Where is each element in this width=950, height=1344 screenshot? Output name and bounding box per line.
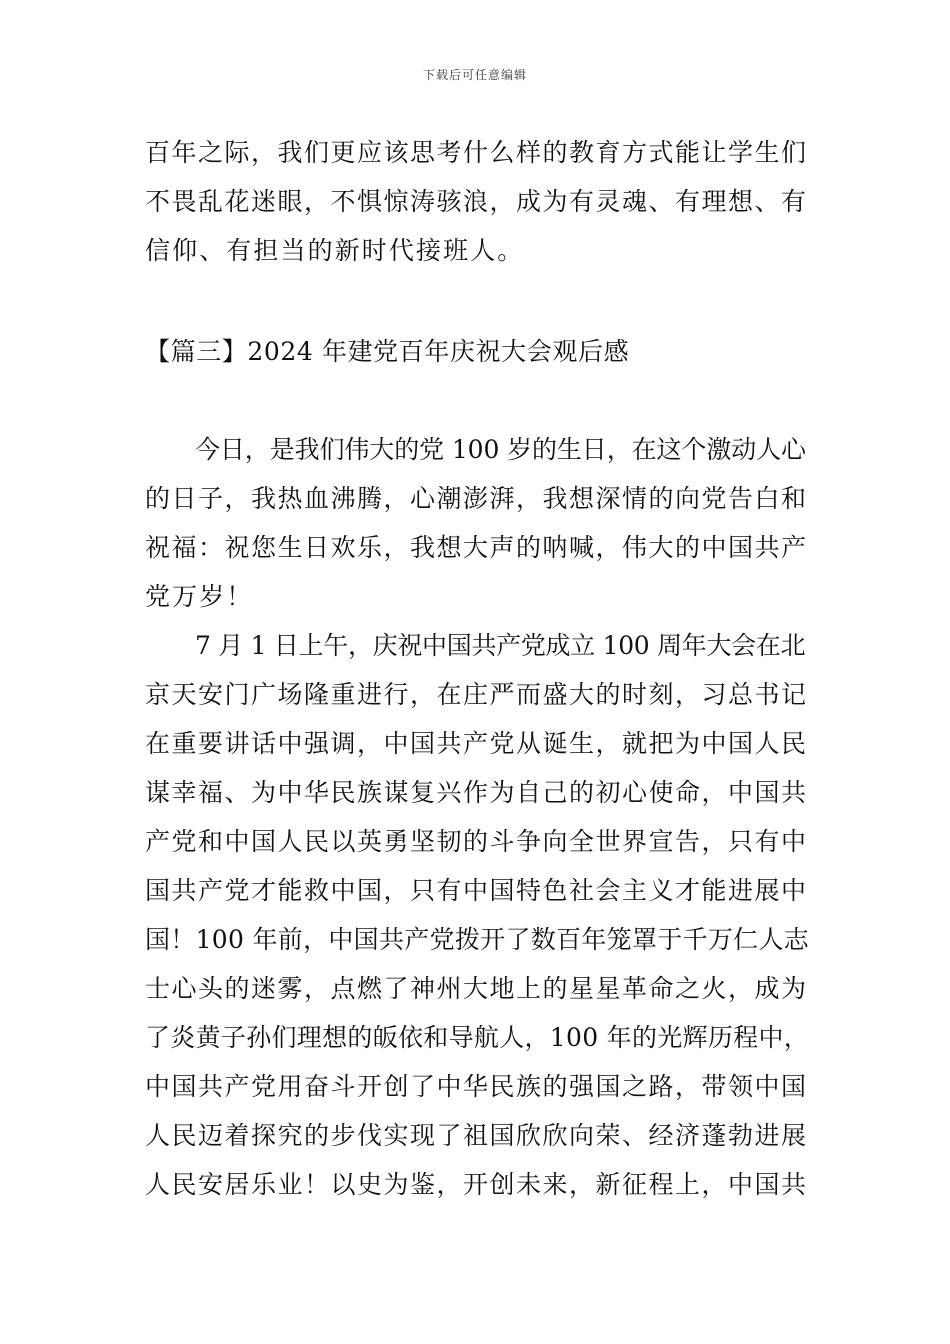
intro-paragraph	[145, 128, 810, 275]
paragraph-line: 国共产党才能救中国，只有中国特色社会主义才能进展中	[145, 876, 808, 905]
paragraph-line: 百年之际，我们更应该思考什么样的教育方式能让学生们	[145, 138, 808, 167]
paragraph-2	[145, 621, 810, 1209]
paragraph-line: 在重要讲话中强调，中国共产党从诞生，就把为中国人民	[145, 729, 808, 758]
section-title: 【篇三】2024 年建党百年庆祝大会观后感	[145, 337, 630, 366]
paragraph-line: 人民安居乐业！以史为鉴，开创未来，新征程上，中国共	[145, 1170, 808, 1199]
paragraph-line: 的日子，我热血沸腾，心潮澎湃，我想深情的向党告白和	[145, 484, 808, 513]
paragraph-1	[145, 425, 810, 621]
paragraph-line: 国！100 年前，中国共产党拨开了数百年笼罩于千万仁人志	[145, 925, 810, 954]
paragraph-line: 中国共产党用奋斗开创了中华民族的强国之路，带领中国	[145, 1072, 808, 1101]
paragraph-line: 7 月 1 日上午，庆祝中国共产党成立 100 周年大会在北	[195, 631, 806, 660]
paragraph-line: 不畏乱花迷眼，不惧惊涛骇浪，成为有灵魂、有理想、有	[145, 187, 808, 216]
paragraph-line: 谋幸福、为中华民族谋复兴作为自己的初心使命，中国共	[145, 778, 808, 807]
paragraph-line: 人民迈着探究的步伐实现了祖国欣欣向荣、经济蓬勃进展	[145, 1121, 808, 1150]
paragraph-line: 了炎黄子孙们理想的皈依和导航人，100 年的光辉历程中，	[145, 1023, 810, 1052]
paragraph-line: 士心头的迷雾，点燃了神州大地上的星星革命之火，成为	[145, 974, 808, 1003]
paragraph-line: 信仰、有担当的新时代接班人。	[145, 236, 525, 265]
paragraph-line: 产党和中国人民以英勇坚韧的斗争向全世界宣告，只有中	[145, 827, 808, 856]
page-header: 下载后可任意编辑	[422, 68, 527, 82]
paragraph-line: 京天安门广场隆重进行，在庄严而盛大的时刻，习总书记	[145, 680, 808, 709]
paragraph-line: 祝福：祝您生日欢乐，我想大声的呐喊，伟大的中国共产	[145, 533, 808, 562]
paragraph-line: 党万岁！	[145, 582, 254, 611]
paragraph-line: 今日，是我们伟大的党 100 岁的生日，在这个激动人心	[195, 435, 806, 464]
